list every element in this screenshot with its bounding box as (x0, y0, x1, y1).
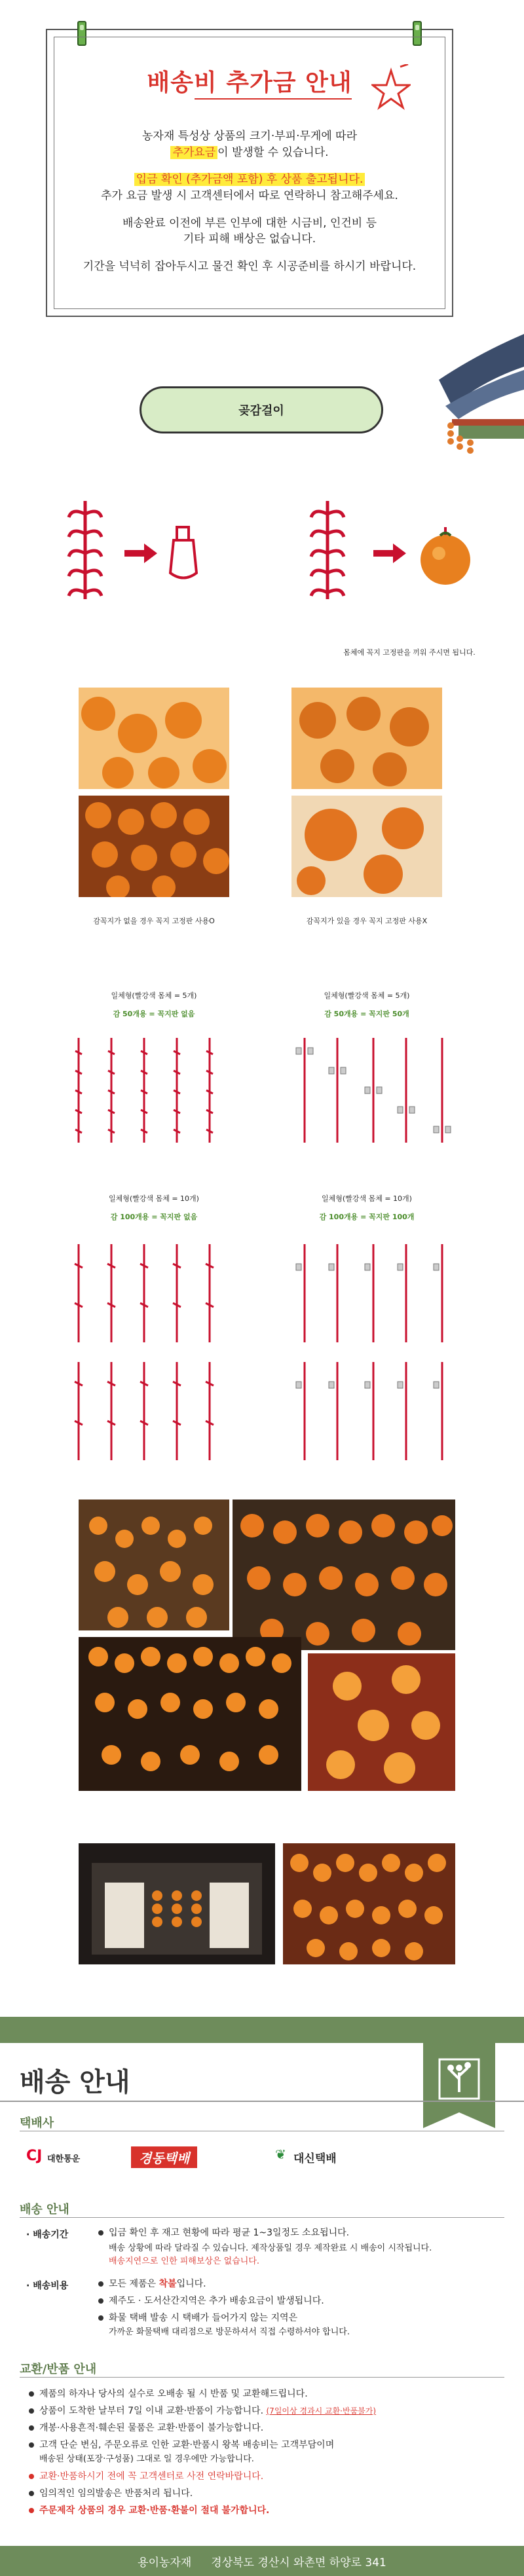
hanger-set-5-plates (288, 1038, 458, 1143)
guide-label: 배송 안내 (20, 2203, 69, 2217)
persimmon-photo (308, 1653, 455, 1791)
hanok-roof-icon (439, 327, 524, 458)
divider (0, 2101, 524, 2102)
shipping-surcharge-notice (46, 29, 453, 317)
persimmon-photo (79, 1500, 229, 1630)
return-item: 주문제작 상품의 경우 교환·반품·환불이 절대 불가합니다. (29, 2504, 269, 2517)
persimmon-photo (291, 796, 442, 897)
product-name-pill: 곶감걸이 (140, 386, 383, 433)
return-item: 개봉·사용흔적·훼손된 물품은 교환·반품이 불가능합니다. (29, 2421, 263, 2435)
set-title: 일체형(빨강색 몸체 = 10개) (109, 1194, 199, 1203)
set-subtitle: 감 50개용 = 꼭지판 50개 (324, 1010, 409, 1018)
tree-icon (423, 2043, 495, 2112)
hanger-set-10 (66, 1244, 223, 1460)
period-note: 배송 상황에 따라 달라질 수 있습니다. 제작상품일 경우 제작완료 시 배송이 시작됩니다. (109, 2243, 432, 2253)
set-title: 일체형(빨강색 몸체 = 10개) (322, 1194, 412, 1203)
persimmon-photo (79, 1843, 275, 1964)
divider (20, 2217, 504, 2218)
hanger-diagram-left (52, 491, 223, 609)
period-item: 입금 확인 후 재고 현황에 따라 평균 1~3일정도 소요됩니다. (98, 2226, 349, 2239)
notice-line: 농자재 특성상 상품의 크기·부피·무게에 따라 (141, 130, 358, 143)
period-label: · 배송기간 (26, 2230, 69, 2240)
fee-label: · 배송비용 (26, 2281, 69, 2291)
notice-line: 추가 요금 발생 시 고객센터에서 따로 연락하니 참고해주세요. (101, 189, 398, 202)
hanger-set-5 (66, 1038, 223, 1143)
fee-note: 가까운 화물택배 대리점으로 방문하셔서 직접 수령하셔야 합니다. (109, 2327, 350, 2337)
caption-use-plate: 감꼭지가 없을 경우 꼭지 고정판 사용O (93, 917, 215, 925)
fee-item: 모든 제품은 착불입니다. (98, 2277, 206, 2291)
set-subtitle: 감 100개용 = 꼭지판 100개 (319, 1213, 415, 1221)
return-label: 교환/반품 안내 (20, 2363, 97, 2376)
payment-highlight: 입금 확인 (추가금액 포함) 후 상품 출고됩니다. (134, 173, 365, 186)
persimmon-photo (233, 1500, 455, 1650)
return-item: 상품이 도착한 날부터 7일 이내 교환·반품이 가능합니다. (7일이상 경과시 교환·반품불가) (29, 2404, 376, 2418)
cj-logo-icon: CJ (26, 2148, 43, 2164)
return-note: 배송된 상태(포장·구성품) 그대로 일 경우에만 가능합니다. (39, 2454, 254, 2464)
footer (0, 2546, 524, 2576)
caption-no-plate: 감꼭지가 있을 경우 꼭지 고정판 사용X (306, 917, 428, 925)
hanger-note: 몸체에 꼭지 고정판을 끼워 주시면 됩니다. (343, 648, 476, 657)
star-icon (371, 64, 411, 110)
shipping-title: 배송 안내 (20, 2067, 130, 2097)
set-subtitle: 감 100개용 = 꼭지판 없음 (110, 1213, 198, 1221)
notice-line-rest: 이 발생할 수 있습니다. (217, 146, 329, 159)
brand-badge (423, 2043, 495, 2112)
persimmon-photo (79, 1637, 301, 1791)
persimmon-photo (283, 1843, 455, 1964)
fee-item: 제주도 · 도서산간지역은 추가 배송요금이 발생됩니다. (98, 2294, 324, 2308)
company-address: 경상북도 경산시 와촌면 하양로 341 (211, 2556, 386, 2569)
persimmon-photo (291, 688, 442, 789)
company-name: 용이농자재 (138, 2556, 192, 2569)
return-item: 제품의 하자나 당사의 실수로 오배송 될 시 반품 및 교환해드립니다. (29, 2387, 308, 2401)
section-top-bar (0, 2017, 524, 2043)
courier-kyungdong: 경동택배 (131, 2146, 197, 2168)
divider (20, 2377, 504, 2378)
courier-label: 택배사 (20, 2116, 54, 2130)
notice-line: 기타 피해 배상은 없습니다. (183, 232, 316, 246)
return-item: 고객 단순 변심, 주문오류로 인한 교환·반품시 왕복 배송비는 고객부담이며 (29, 2438, 334, 2452)
shipping-info-section (0, 2017, 524, 2576)
hanger-diagram-right (295, 491, 478, 609)
surcharge-highlight: 추가요금 (170, 146, 217, 159)
leaf-logo-icon: ❦ (275, 2146, 286, 2162)
set-title: 일체형(빨강색 몸체 = 5개) (324, 991, 410, 1000)
set-subtitle: 감 50개용 = 꼭지판 없음 (113, 1010, 195, 1018)
hanger-set-10-plates (288, 1244, 458, 1460)
set-title: 일체형(빨강색 몸체 = 5개) (111, 991, 197, 1000)
persimmon-photo (79, 688, 229, 789)
notice-line (47, 172, 452, 187)
period-warning: 배송지연으로 인한 피해보상은 없습니다. (109, 2256, 260, 2266)
persimmon-photo (79, 796, 229, 897)
title-underline (195, 98, 352, 100)
notice-line: 기간을 넉넉히 잡아두시고 물건 확인 후 시공준비를 하시기 바랍니다. (83, 260, 417, 273)
notice-line (47, 145, 452, 160)
courier-daesin: 대신택배 (293, 2152, 337, 2165)
return-item: 교환·반품하시기 전에 꼭 고객센터로 사전 연락바랍니다. (29, 2470, 263, 2483)
notice-line: 배송완료 이전에 부른 인부에 대한 시금비, 인건비 등 (122, 217, 377, 230)
return-item: 임의적인 임의발송은 반품처리 됩니다. (29, 2487, 193, 2500)
courier-cj: 대한통운 (47, 2154, 81, 2164)
fee-item: 화물 택배 발송 시 택배가 들어가지 않는 지역은 (98, 2311, 297, 2325)
notice-title: 배송비 추가금 안내 (147, 69, 352, 96)
